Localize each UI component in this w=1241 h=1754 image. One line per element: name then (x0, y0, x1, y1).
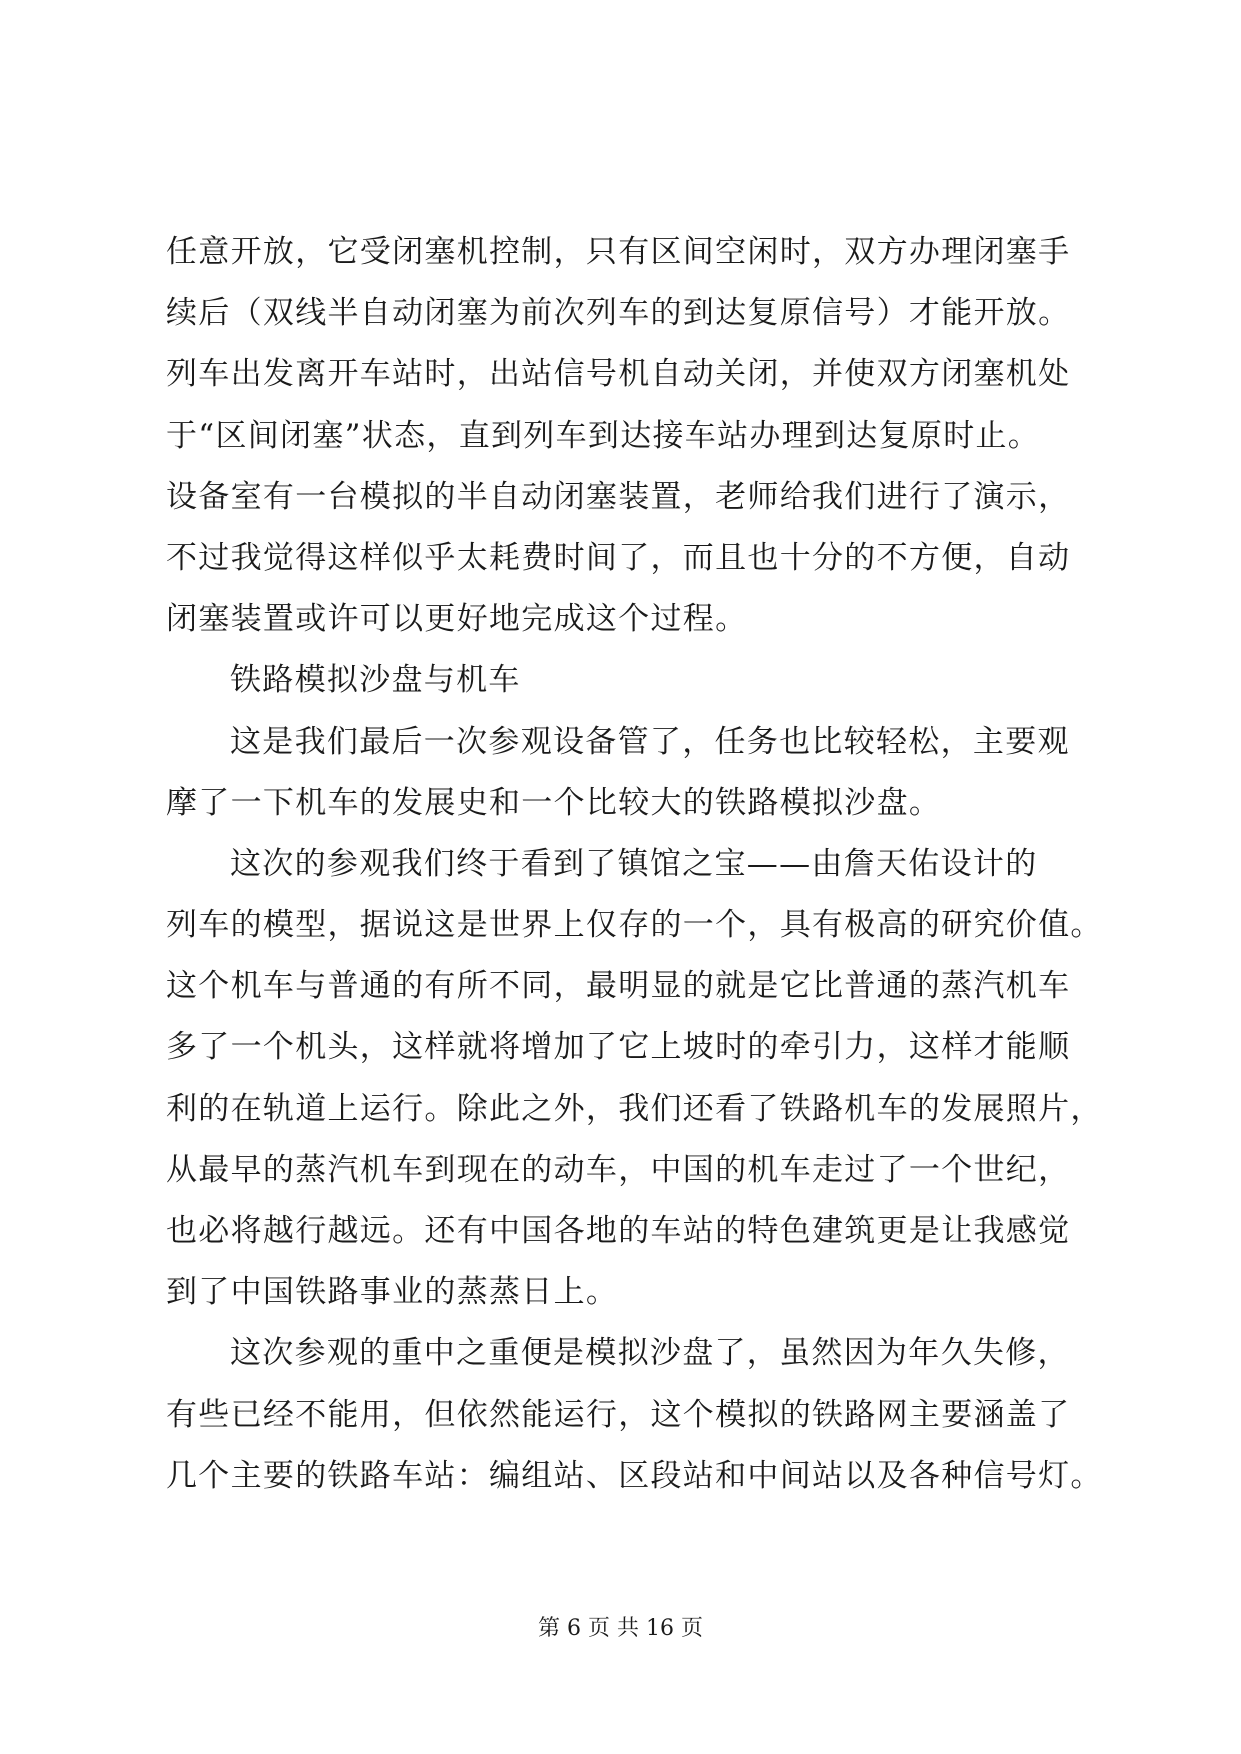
text-line: 设备室有一台模拟的半自动闭塞装置，老师给我们进行了演示， (166, 478, 1071, 515)
page-footer: 第 6 页 共 16 页 (538, 1616, 703, 1641)
text-line: 这个机车与普通的有所不同，最明显的就是它比普通的蒸汽机车 (166, 968, 1071, 1005)
text-line: 这是我们最后一次参观设备管了，任务也比较轻松，主要观 (230, 723, 1070, 760)
text-line: 摩了一下机车的发展史和一个比较大的铁路模拟沙盘。 (166, 784, 942, 821)
text-line: 续后（双线半自动闭塞为前次列车的到达复原信号）才能开放。 (166, 295, 1071, 332)
text-line: 于“区间闭塞”状态，直到列车到达接车站办理到达复原时止。 (166, 417, 1041, 454)
text-line: 不过我觉得这样似乎太耗费时间了，而且也十分的不方便，自动 (166, 539, 1071, 576)
text-line: 这次的参观我们终于看到了镇馆之宝——由詹天佑设计的 (230, 845, 1038, 882)
text-line: 任意开放，它受闭塞机控制，只有区间空闲时，双方办理闭塞手 (166, 234, 1071, 270)
text-line: 列车出发离开车站时，出站信号机自动关闭，并使双方闭塞机处 (166, 356, 1071, 393)
text-line: 也必将越行越远。还有中国各地的车站的特色建筑更是让我感觉 (166, 1213, 1071, 1249)
text-line: 铁路模拟沙盘与机车 (230, 662, 521, 699)
text-line: 利的在轨道上运行。除此之外，我们还看了铁路机车的发展照片， (166, 1090, 1103, 1127)
text-line: 有些已经不能用，但依然能运行，这个模拟的铁路网主要涵盖了 (166, 1396, 1071, 1433)
text-line: 闭塞装置或许可以更好地完成这个过程。 (166, 601, 748, 638)
text-line: 多了一个机头，这样就将增加了它上坡时的牵引力，这样才能顺 (166, 1029, 1071, 1066)
text-line: 几个主要的铁路车站：编组站、区段站和中间站以及各种信号灯。 (166, 1457, 1103, 1494)
text-line: 从最早的蒸汽机车到现在的动车，中国的机车走过了一个世纪， (166, 1151, 1071, 1188)
text-line: 列车的模型，据说这是世界上仅存的一个，具有极高的研究价值。 (166, 907, 1103, 944)
document-body (166, 222, 1103, 1507)
text-line: 这次参观的重中之重便是模拟沙盘了，虽然因为年久失修， (230, 1335, 1070, 1372)
text-line: 到了中国铁路事业的蒸蒸日上。 (166, 1274, 619, 1311)
